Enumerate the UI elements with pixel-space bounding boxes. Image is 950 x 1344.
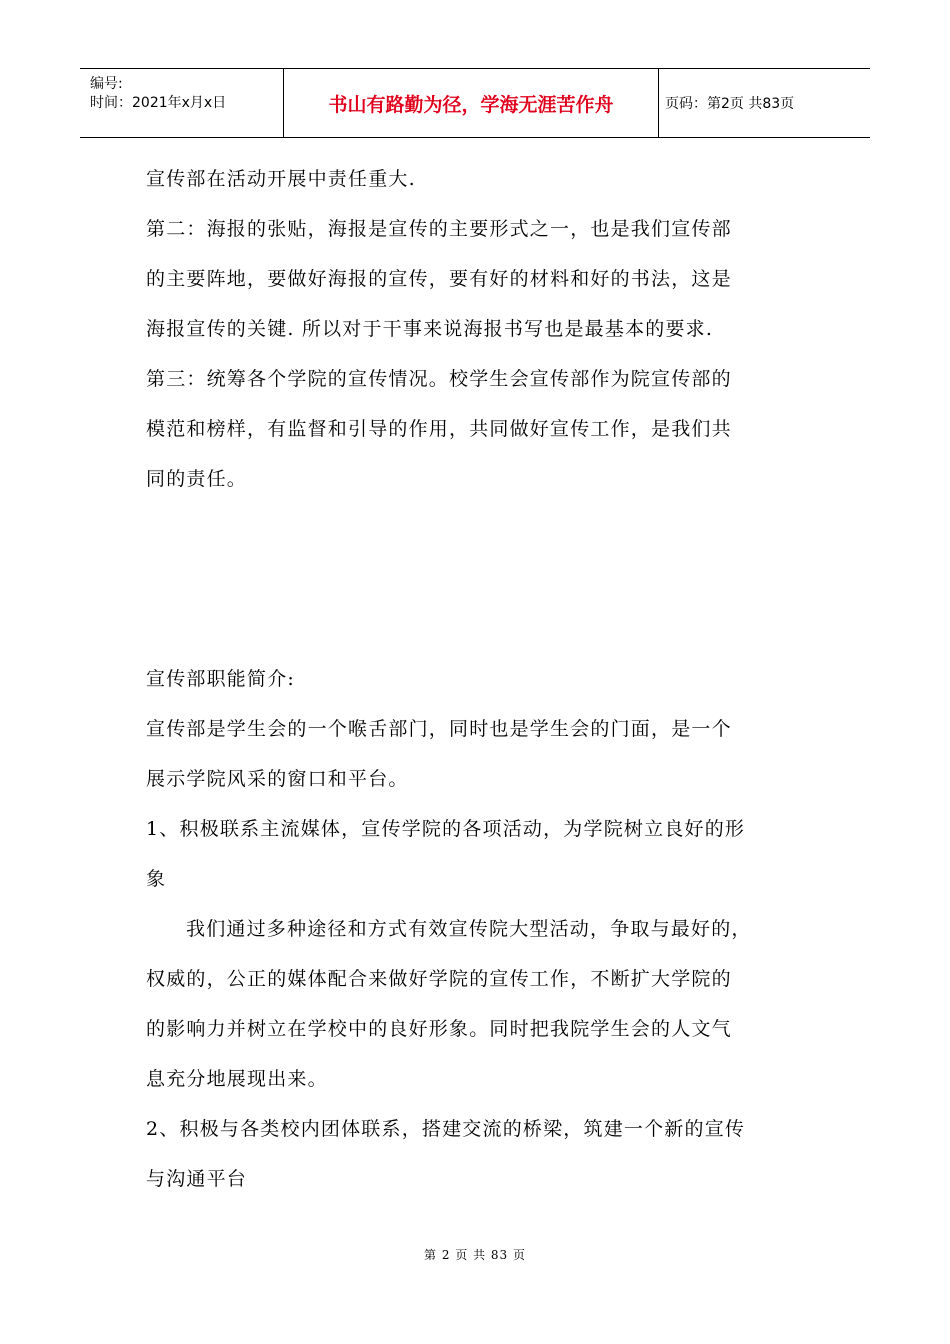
- paragraph-line: 与沟通平台: [146, 1168, 248, 1190]
- paragraph-line: 的影响力并树立在学校中的良好形象。同时把我院学生会的人文气: [146, 1018, 732, 1040]
- page-header: [80, 68, 870, 138]
- page-footer: 第 2 页 共 83 页: [424, 1248, 526, 1262]
- paragraph-line: 象: [146, 868, 167, 890]
- paragraph-line: 海报宣传的关键. 所以对于干事来说海报书写也是最基本的要求.: [146, 318, 714, 340]
- paragraph-line: 1、积极联系主流媒体，宣传学院的各项活动，为学院树立良好的形: [146, 818, 746, 840]
- paragraph-line: 2、积极与各类校内团体联系，搭建交流的桥梁，筑建一个新的宣传: [146, 1118, 746, 1140]
- header-motto: 书山有路勤为径，学海无涯苦作舟: [283, 69, 659, 137]
- paragraph-line: 宣传部是学生会的一个喉舌部门，同时也是学生会的门面，是一个: [146, 718, 732, 740]
- paragraph-line: 息充分地展现出来。: [146, 1068, 328, 1090]
- paragraph-line: 第二：海报的张贴，海报是宣传的主要形式之一，也是我们宣传部: [146, 218, 732, 240]
- header-page-info: 页码：第2页 共83页: [665, 96, 795, 112]
- paragraph-line: 权威的，公正的媒体配合来做好学院的宣传工作，不断扩大学院的: [146, 968, 732, 990]
- paragraph-line: 我们通过多种途径和方式有效宣传院大型活动，争取与最好的，: [186, 918, 752, 940]
- number-label: 编号:: [90, 76, 123, 92]
- header-meta: [80, 69, 283, 137]
- paragraph-line: 宣传部在活动开展中责任重大.: [146, 168, 416, 190]
- paragraph-line: 展示学院风采的窗口和平台。: [146, 768, 409, 790]
- spacer: [146, 504, 826, 654]
- paragraph-line: 第三：统筹各个学院的宣传情况。校学生会宣传部作为院宣传部的: [146, 368, 732, 390]
- time-label: 时间：2021年x月x日: [90, 95, 227, 111]
- paragraph-line: 的主要阵地，要做好海报的宣传，要有好的材料和好的书法，这是: [146, 268, 732, 290]
- section-title: 宣传部职能简介:: [146, 668, 296, 690]
- paragraph-line: 模范和榜样，有监督和引导的作用，共同做好宣传工作，是我们共: [146, 418, 732, 440]
- document-body: [146, 154, 826, 1204]
- paragraph-line: 同的责任。: [146, 468, 248, 490]
